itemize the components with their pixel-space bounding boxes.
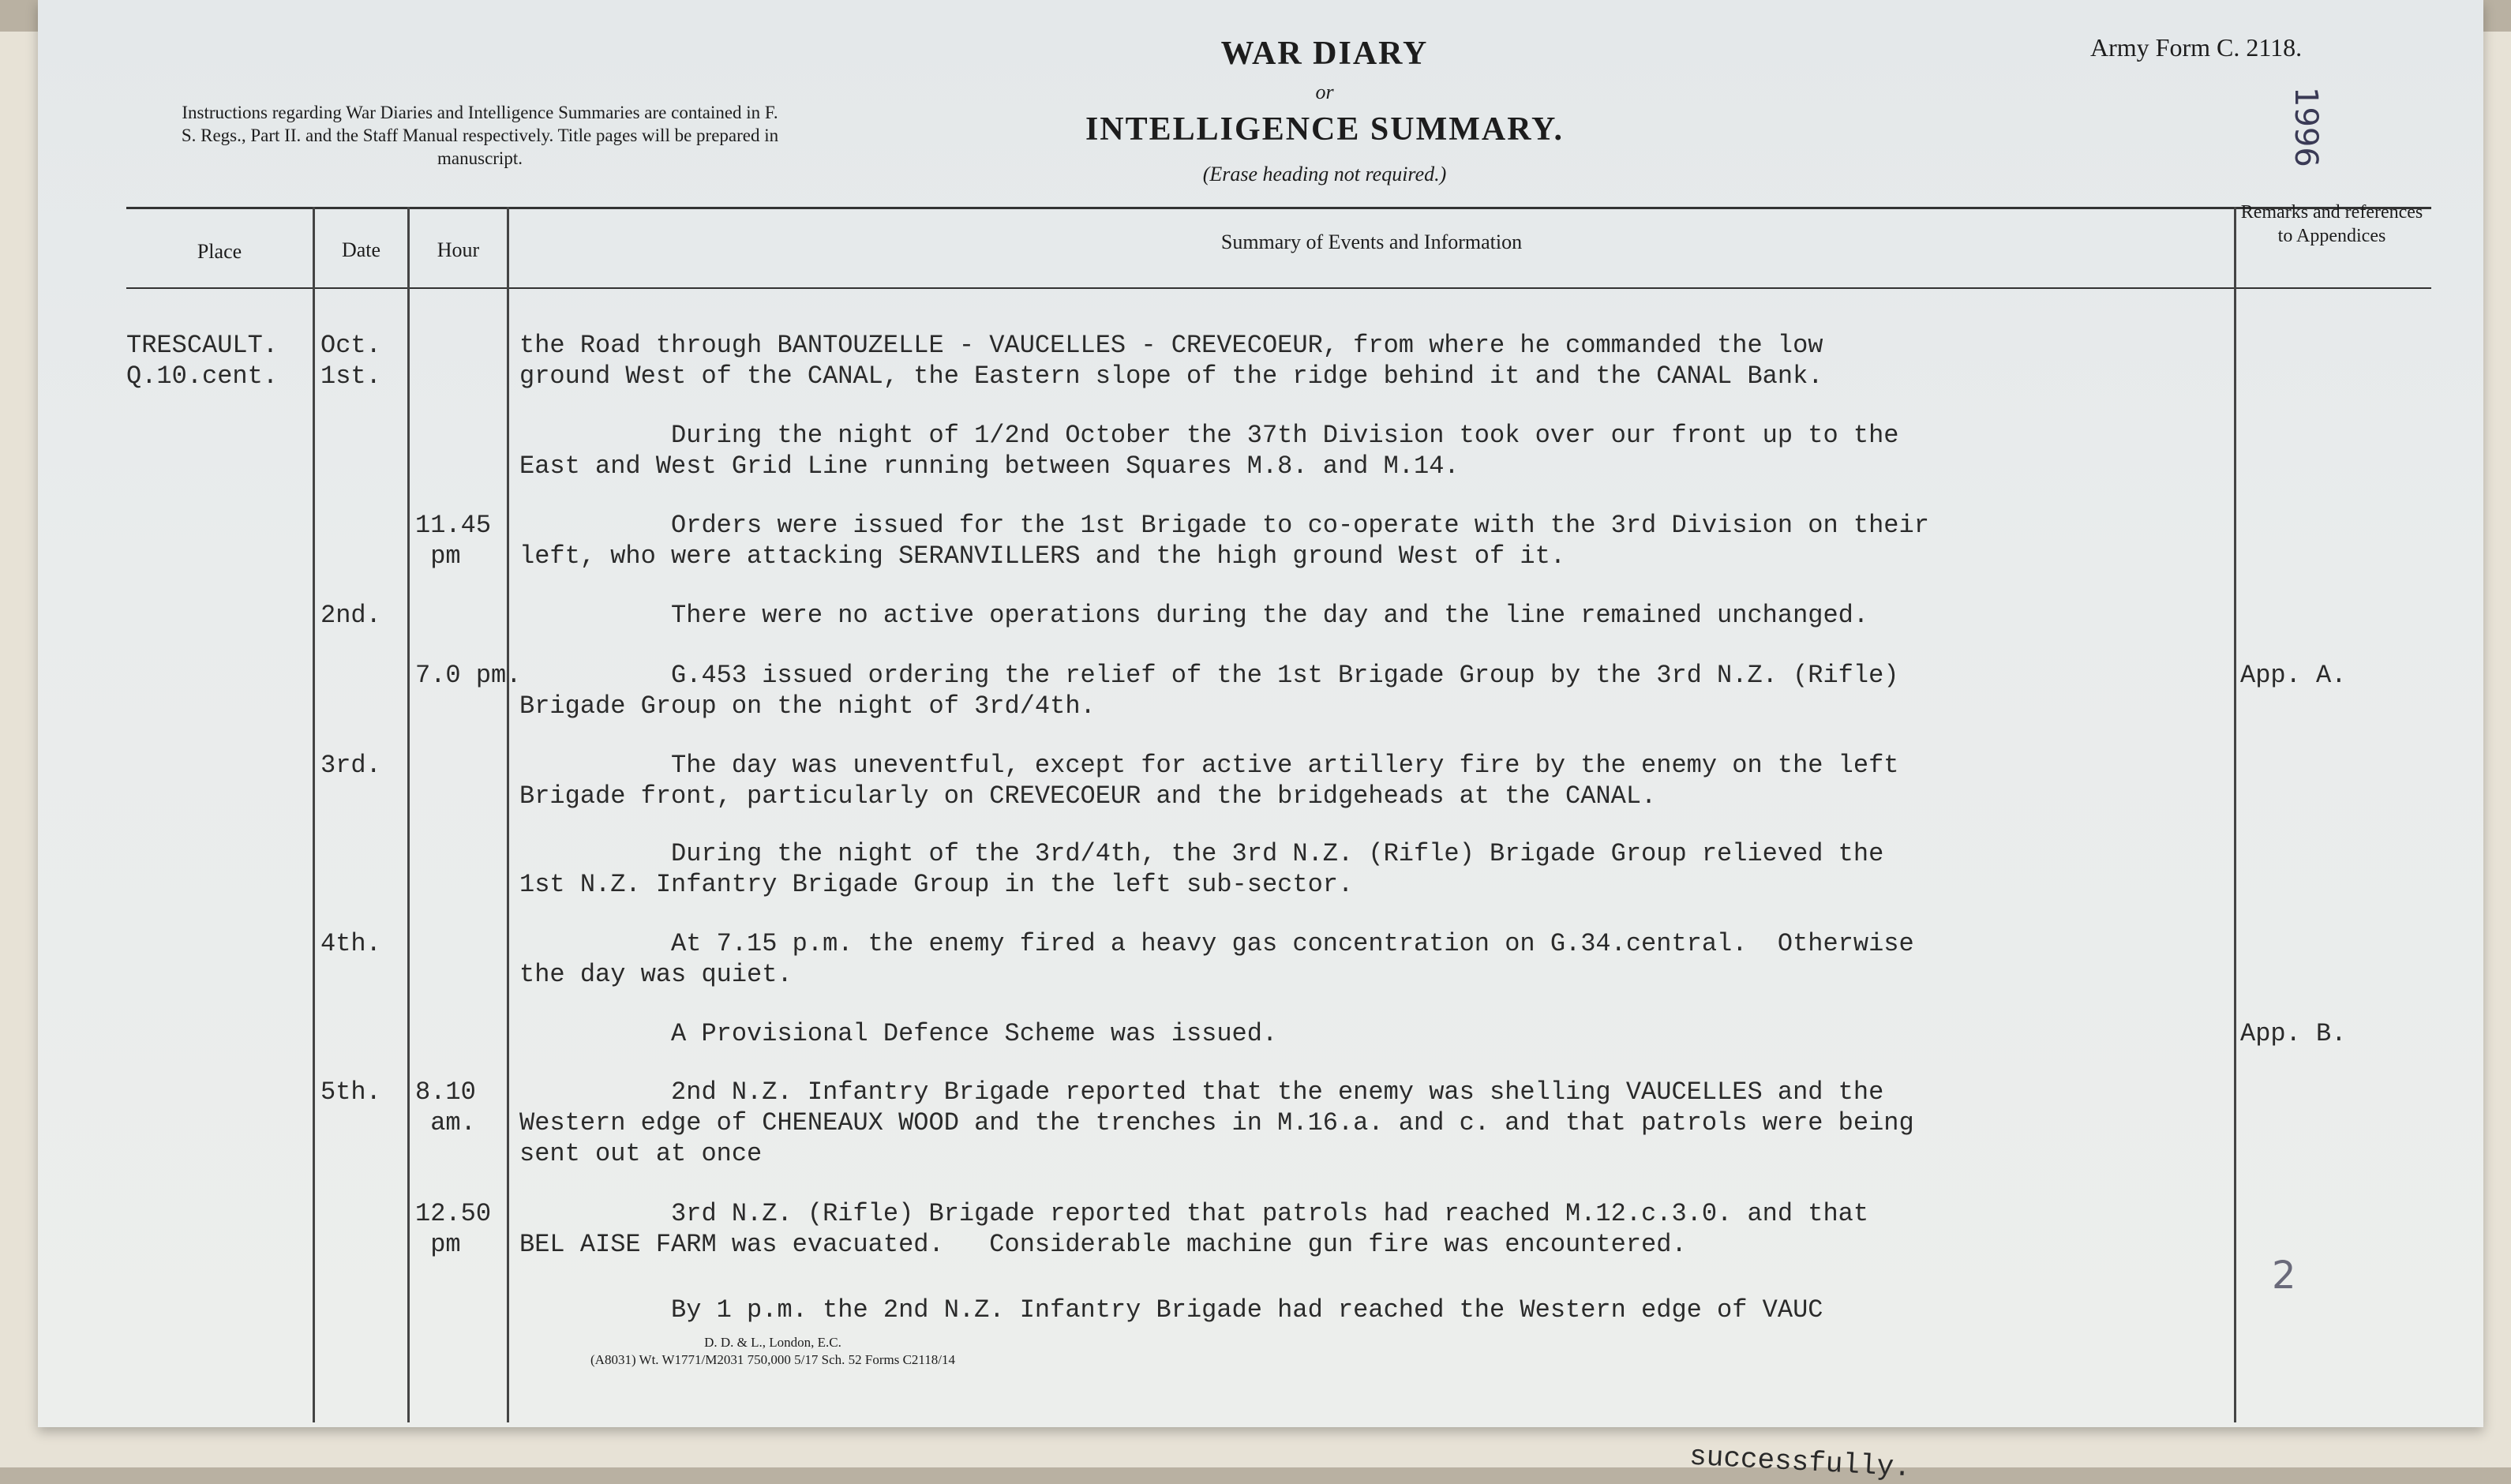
entry-text: G.453 issued ordering the relief of the 1st Brigade Group by the 3rd N.Z. (Rifle) Brigade Group on the night of 3rd/4th. xyxy=(519,661,1899,721)
column-divider-hour xyxy=(507,207,509,1422)
erase-heading-note: (Erase heading not required.) xyxy=(1202,163,1447,186)
entry-hour: 12.50 pm xyxy=(415,1199,492,1259)
entry-text: By 1 p.m. the 2nd N.Z. Infantry Brigade had reached the Western edge of VAUC xyxy=(519,1295,1823,1325)
underlying-page-text: successfully. xyxy=(1688,1440,1912,1484)
handwritten-page-number: 1996 xyxy=(2288,87,2324,167)
entry-remark: App. A. xyxy=(2240,661,2347,690)
entry-remark: App. B. xyxy=(2240,1019,2347,1048)
title-or: or xyxy=(1315,81,1334,103)
entry-hour: 8.10 am. xyxy=(415,1077,476,1137)
column-header-hour: Hour xyxy=(437,238,480,261)
entry-text: 2nd N.Z. Infantry Brigade reported that the enemy was shelling VAUCELLES and the Western edge of CHENEAUX WOOD and the trenches in M.16.a. and c. and that patrols were being sent out at once xyxy=(519,1077,1914,1168)
header-top-rule xyxy=(126,207,2431,209)
entry-date: Oct. 1st. xyxy=(320,331,381,391)
entry-text: the Road through BANTOUZELLE - VAUCELLES - CREVECOEUR, from where he commanded the low ground West of the CANAL, the Eastern slope of the ridge behind it and the CANAL Bank. xyxy=(519,331,1823,391)
entry-text: The day was uneventful, except for active artillery fire by the enemy on the left Brigade front, particularly on CREVECOEUR and the bridgeheads at the CANAL. xyxy=(519,751,1899,811)
entry-date: 3rd. xyxy=(320,751,381,780)
entry-hour: 7.0 pm. xyxy=(415,661,522,690)
entry-text: During the night of the 3rd/4th, the 3rd N.Z. (Rifle) Brigade Group relieved the 1st N.Z. Infantry Brigade Group in the left sub-sector. xyxy=(519,839,1884,899)
entry-date: 4th. xyxy=(320,929,381,958)
place-name: TRESCAULT. xyxy=(126,331,279,360)
instructions-note: Instructions regarding War Diaries and Intelligence Summaries are contained in F. S. Regs., Part II. and the Staff Manual respectively. Title pages will be prepared in manuscript. xyxy=(181,103,779,168)
entry-text: There were no active operations during the day and the line remained unchanged. xyxy=(519,601,1869,630)
title-intelligence-summary: INTELLIGENCE SUMMARY. xyxy=(1085,111,1565,148)
column-divider-place xyxy=(313,207,315,1422)
printer-imprint-line2: (A8031) Wt. W1771/M2031 750,000 5/17 Sch. 52 Forms C2118/14 xyxy=(590,1352,955,1367)
header-bottom-rule xyxy=(126,287,2431,289)
column-header-summary: Summary of Events and Information xyxy=(1220,230,1523,253)
entry-hour: 11.45 pm xyxy=(415,511,492,571)
column-divider-summary xyxy=(2234,207,2236,1422)
column-divider-date xyxy=(407,207,410,1422)
entry-text: A Provisional Defence Scheme was issued. xyxy=(519,1019,1278,1048)
place-reference: Q.10.cent. xyxy=(126,362,279,391)
army-form-code: Army Form C. 2118. xyxy=(2090,33,2303,62)
printer-imprint xyxy=(590,1334,955,1369)
entry-date: 5th. xyxy=(320,1077,381,1107)
margin-pencil-mark: 2 xyxy=(2272,1254,2296,1298)
printer-imprint-line1: D. D. & L., London, E.C. xyxy=(704,1335,841,1350)
entry-text: Orders were issued for the 1st Brigade to co-operate with the 3rd Division on their left, who were attacking SERANVILLERS and the high ground West of it. xyxy=(519,511,1929,571)
entry-text: At 7.15 p.m. the enemy fired a heavy gas concentration on G.34.central. Otherwise the day was quiet. xyxy=(519,929,1914,989)
entry-date: 2nd. xyxy=(320,601,381,630)
entry-text: During the night of 1/2nd October the 37th Division took over our front up to the East and West Grid Line running between Squares M.8. and M.14. xyxy=(519,421,1899,481)
column-header-place: Place xyxy=(197,240,242,263)
entry-text: 3rd N.Z. (Rifle) Brigade reported that patrols had reached M.12.c.3.0. and that BEL AISE FARM was evacuated. Considerable machine gun fire was encountered. xyxy=(519,1199,1869,1259)
column-header-remarks: Remarks and references to Appendices xyxy=(2240,202,2423,246)
title-war-diary: WAR DIARY xyxy=(1220,36,1429,72)
column-header-date: Date xyxy=(341,238,381,261)
war-diary-sheet xyxy=(38,0,2483,1427)
